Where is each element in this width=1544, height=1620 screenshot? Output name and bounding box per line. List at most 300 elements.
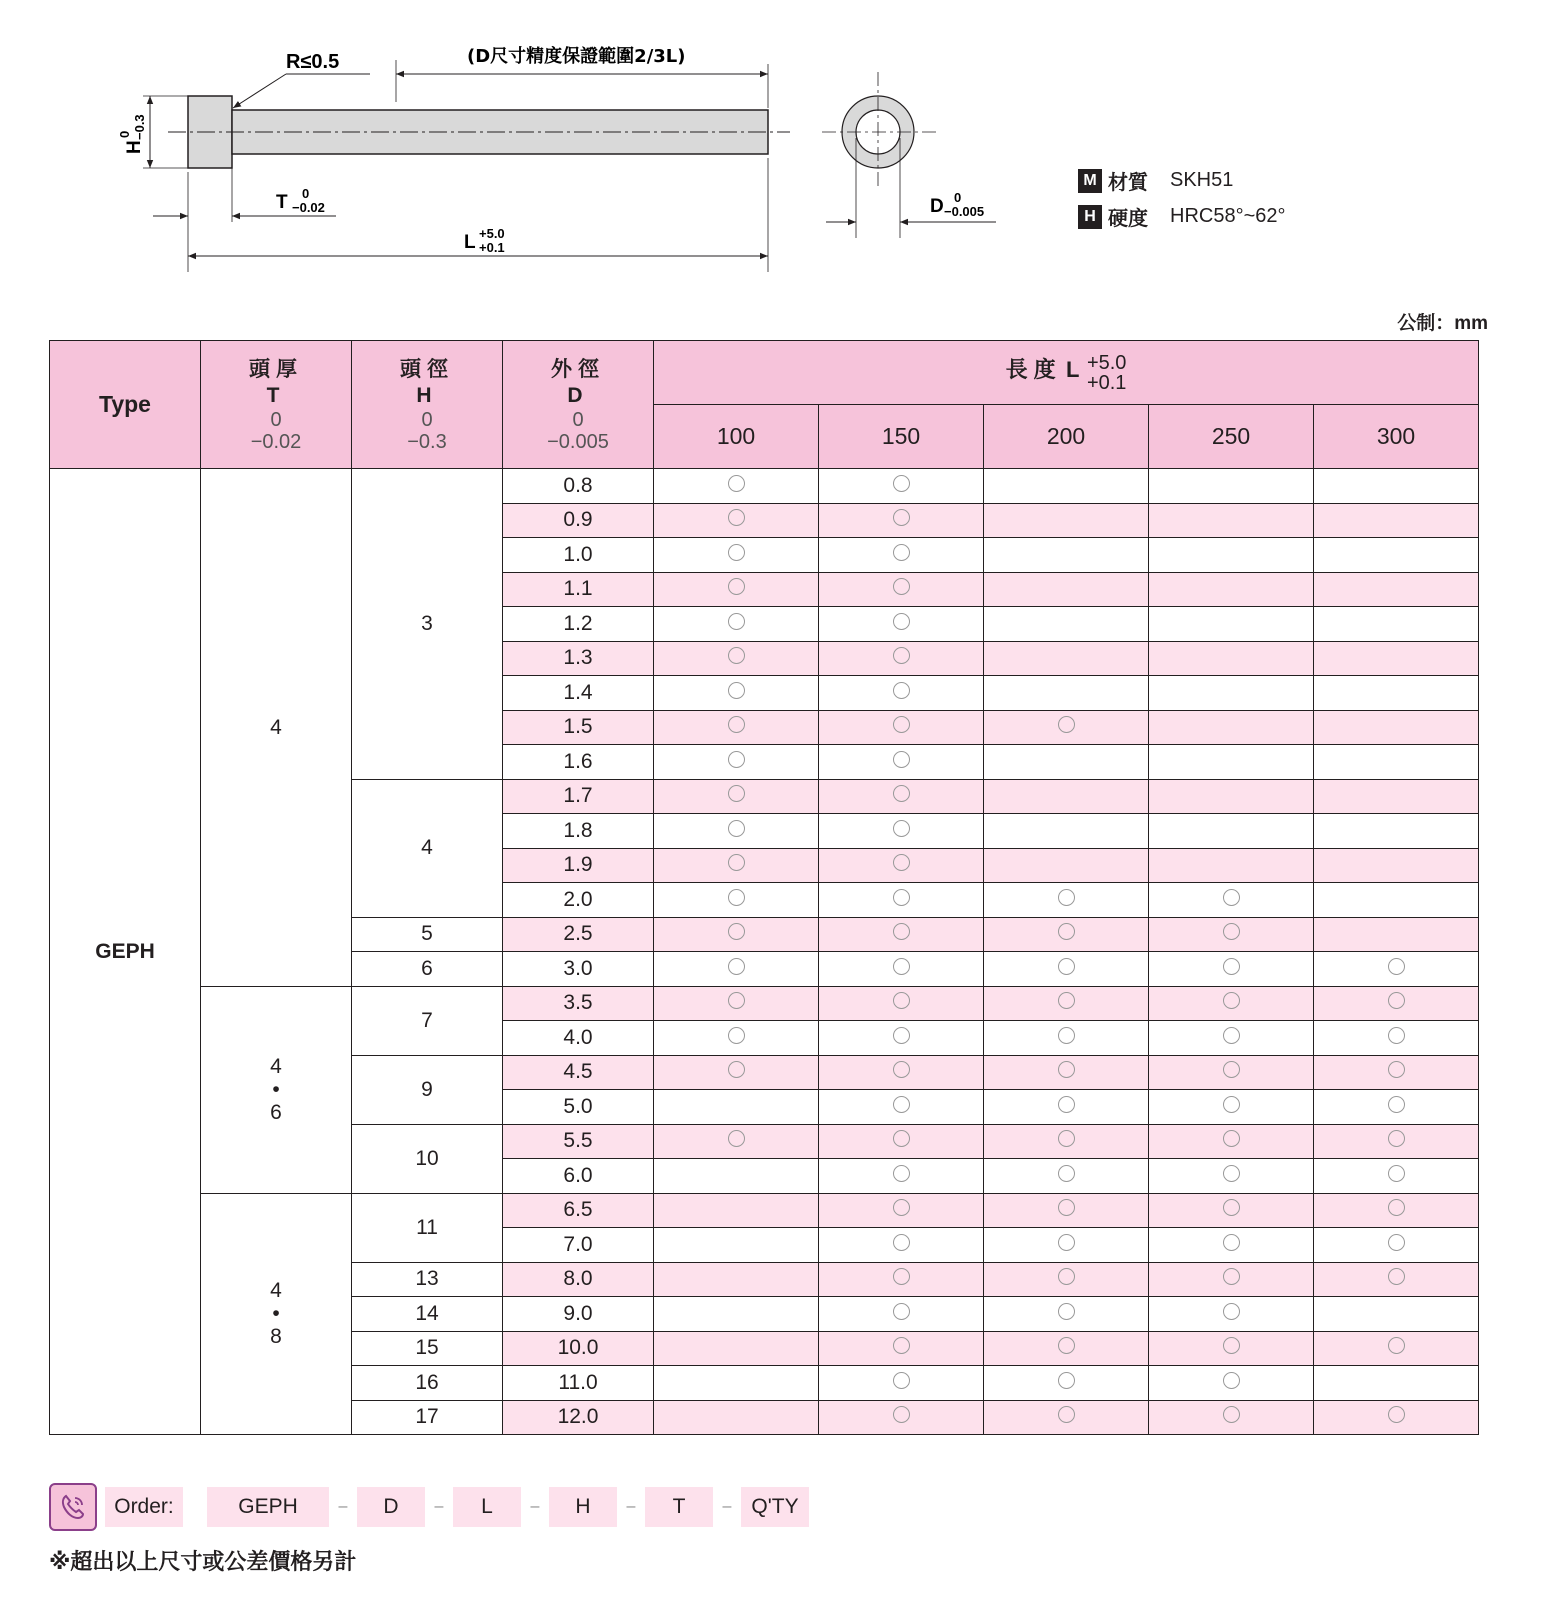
availability-cell-200 — [984, 1228, 1149, 1263]
available-circle-icon — [728, 751, 745, 768]
available-circle-icon — [893, 613, 910, 630]
availability-cell-100 — [654, 469, 819, 504]
available-circle-icon — [1223, 1130, 1240, 1147]
material-icon: M — [1078, 169, 1102, 193]
phone-icon — [49, 1483, 97, 1531]
table-row — [50, 469, 1479, 504]
order-separator: – — [722, 1498, 732, 1515]
head-diameter-cell: 5 — [352, 917, 503, 952]
available-circle-icon — [893, 1234, 910, 1251]
head-diameter-cell: 3 — [352, 469, 503, 780]
d-dim-tol-lower: −0.005 — [944, 204, 985, 219]
pin-technical-drawing — [0, 0, 1544, 300]
availability-cell-250 — [1149, 779, 1314, 814]
length-col-100: 100 — [654, 405, 819, 469]
t-header-title: 頭厚 — [249, 357, 303, 381]
hardness-icon: H — [1078, 205, 1102, 229]
spec-table — [49, 340, 1479, 1435]
available-circle-icon — [728, 716, 745, 733]
material-label: 材質 — [1108, 172, 1148, 194]
availability-cell-250 — [1149, 641, 1314, 676]
available-circle-icon — [893, 1268, 910, 1285]
outer-diameter-cell: 1.3 — [503, 641, 654, 676]
length-col-300: 300 — [1314, 405, 1479, 469]
availability-cell-150 — [819, 986, 984, 1021]
availability-cell-250 — [1149, 538, 1314, 573]
available-circle-icon — [893, 1027, 910, 1044]
outer-diameter-cell: 1.7 — [503, 779, 654, 814]
order-separator: – — [338, 1498, 348, 1515]
availability-cell-250 — [1149, 986, 1314, 1021]
availability-cell-150 — [819, 538, 984, 573]
available-circle-icon — [1388, 1268, 1405, 1285]
availability-cell-150 — [819, 641, 984, 676]
available-circle-icon — [1058, 1130, 1075, 1147]
outer-diameter-cell: 5.0 — [503, 1090, 654, 1125]
head-diameter-cell: 14 — [352, 1297, 503, 1332]
availability-cell-100 — [654, 814, 819, 849]
available-circle-icon — [728, 509, 745, 526]
availability-cell-200 — [984, 1366, 1149, 1401]
availability-cell-200 — [984, 1193, 1149, 1228]
order-field-h: H — [549, 1487, 617, 1527]
head-diameter-cell: 13 — [352, 1262, 503, 1297]
outer-diameter-cell: 4.5 — [503, 1055, 654, 1090]
availability-cell-150 — [819, 883, 984, 918]
h-header-sym: H — [416, 383, 438, 407]
available-circle-icon — [1388, 1406, 1405, 1423]
outer-diameter-cell: 3.5 — [503, 986, 654, 1021]
availability-cell-200 — [984, 917, 1149, 952]
head-thickness-cell: 4 • 8 — [201, 1193, 352, 1435]
availability-cell-100 — [654, 1228, 819, 1263]
h-dim-label: H — [124, 140, 145, 154]
outer-diameter-cell: 1.5 — [503, 710, 654, 745]
h-dim-tol-upper: 0 — [117, 130, 132, 138]
availability-cell-250 — [1149, 745, 1314, 780]
availability-cell-200 — [984, 779, 1149, 814]
availability-cell-300 — [1314, 814, 1479, 849]
outer-diameter-cell: 1.0 — [503, 538, 654, 573]
availability-cell-200 — [984, 1159, 1149, 1194]
available-circle-icon — [893, 509, 910, 526]
available-circle-icon — [893, 992, 910, 1009]
availability-cell-150 — [819, 469, 984, 504]
head-diameter-cell: 10 — [352, 1124, 503, 1193]
unit-note: 公制：mm — [1397, 313, 1488, 334]
outer-diameter-cell: 12.0 — [503, 1400, 654, 1435]
head-diameter-cell: 6 — [352, 952, 503, 987]
availability-cell-250 — [1149, 917, 1314, 952]
footnote: ※超出以上尺寸或公差價格另計 — [49, 1549, 357, 1574]
order-separator: – — [530, 1498, 540, 1515]
outer-diameter-cell: 1.1 — [503, 572, 654, 607]
material-spec — [1078, 166, 1233, 195]
availability-cell-100 — [654, 848, 819, 883]
head-diameter-cell: 16 — [352, 1366, 503, 1401]
d-header-title: 外徑 — [551, 357, 605, 381]
availability-cell-150 — [819, 745, 984, 780]
available-circle-icon — [1058, 1027, 1075, 1044]
availability-cell-100 — [654, 1090, 819, 1125]
d-header-tol-lower: −0.005 — [547, 430, 609, 453]
head-diameter-cell: 7 — [352, 986, 503, 1055]
availability-cell-150 — [819, 814, 984, 849]
availability-cell-250 — [1149, 676, 1314, 711]
available-circle-icon — [893, 475, 910, 492]
outer-diameter-cell: 6.0 — [503, 1159, 654, 1194]
availability-cell-200 — [984, 986, 1149, 1021]
available-circle-icon — [1388, 1234, 1405, 1251]
available-circle-icon — [728, 820, 745, 837]
availability-cell-250 — [1149, 1193, 1314, 1228]
available-circle-icon — [1388, 1199, 1405, 1216]
availability-cell-300 — [1314, 1159, 1479, 1194]
availability-cell-300 — [1314, 883, 1479, 918]
outer-diameter-cell: 3.0 — [503, 952, 654, 987]
h-header — [352, 341, 503, 469]
availability-cell-150 — [819, 572, 984, 607]
availability-cell-150 — [819, 779, 984, 814]
availability-cell-300 — [1314, 676, 1479, 711]
availability-cell-300 — [1314, 1297, 1479, 1332]
available-circle-icon — [1223, 1372, 1240, 1389]
available-circle-icon — [1223, 1303, 1240, 1320]
t-dim-label: T — [276, 192, 288, 213]
availability-cell-300 — [1314, 572, 1479, 607]
availability-cell-100 — [654, 1055, 819, 1090]
outer-diameter-cell: 8.0 — [503, 1262, 654, 1297]
available-circle-icon — [1223, 923, 1240, 940]
availability-cell-150 — [819, 710, 984, 745]
available-circle-icon — [728, 1130, 745, 1147]
table-row — [50, 1193, 1479, 1228]
radius-label: R≤0.5 — [286, 51, 340, 73]
availability-cell-150 — [819, 1297, 984, 1332]
availability-cell-150 — [819, 952, 984, 987]
availability-cell-300 — [1314, 538, 1479, 573]
availability-cell-100 — [654, 986, 819, 1021]
outer-diameter-cell: 10.0 — [503, 1331, 654, 1366]
availability-cell-100 — [654, 607, 819, 642]
availability-cell-100 — [654, 883, 819, 918]
available-circle-icon — [1388, 1337, 1405, 1354]
availability-cell-200 — [984, 1331, 1149, 1366]
availability-cell-150 — [819, 1124, 984, 1159]
outer-diameter-cell: 5.5 — [503, 1124, 654, 1159]
h-header-tol-upper: 0 — [421, 408, 433, 431]
outer-diameter-cell: 0.8 — [503, 469, 654, 504]
available-circle-icon — [1058, 923, 1075, 940]
h-header-tol-lower: −0.3 — [407, 430, 447, 453]
t-header — [201, 341, 352, 469]
length-col-250: 250 — [1149, 405, 1314, 469]
available-circle-icon — [728, 785, 745, 802]
availability-cell-200 — [984, 641, 1149, 676]
availability-cell-200 — [984, 1090, 1149, 1125]
availability-cell-100 — [654, 676, 819, 711]
availability-cell-150 — [819, 1021, 984, 1056]
outer-diameter-cell: 1.8 — [503, 814, 654, 849]
availability-cell-300 — [1314, 917, 1479, 952]
available-circle-icon — [728, 1061, 745, 1078]
availability-cell-300 — [1314, 779, 1479, 814]
available-circle-icon — [728, 923, 745, 940]
availability-cell-300 — [1314, 1228, 1479, 1263]
head-thickness-cell: 4 • 6 — [201, 986, 352, 1193]
availability-cell-250 — [1149, 1262, 1314, 1297]
availability-cell-150 — [819, 1228, 984, 1263]
available-circle-icon — [1058, 1303, 1075, 1320]
availability-cell-100 — [654, 952, 819, 987]
available-circle-icon — [893, 544, 910, 561]
available-circle-icon — [893, 1165, 910, 1182]
available-circle-icon — [1388, 1096, 1405, 1113]
available-circle-icon — [1058, 1234, 1075, 1251]
available-circle-icon — [1058, 1199, 1075, 1216]
available-circle-icon — [1223, 992, 1240, 1009]
order-field-t: T — [645, 1487, 713, 1527]
h-dim-tol-lower: −0.3 — [132, 114, 147, 140]
availability-cell-200 — [984, 710, 1149, 745]
d-header-tol-upper: 0 — [572, 408, 584, 431]
available-circle-icon — [1058, 1165, 1075, 1182]
available-circle-icon — [893, 1130, 910, 1147]
t-header-tol-upper: 0 — [270, 408, 282, 431]
available-circle-icon — [728, 1027, 745, 1044]
available-circle-icon — [1223, 1337, 1240, 1354]
outer-diameter-cell: 0.9 — [503, 503, 654, 538]
availability-cell-300 — [1314, 1021, 1479, 1056]
length-tol-lower: +0.1 — [1086, 371, 1127, 394]
precision-range-label: (D尺寸精度保證範圍2/3L) — [467, 46, 686, 67]
availability-cell-200 — [984, 883, 1149, 918]
availability-cell-250 — [1149, 952, 1314, 987]
available-circle-icon — [893, 854, 910, 871]
availability-cell-300 — [1314, 641, 1479, 676]
available-circle-icon — [1058, 958, 1075, 975]
availability-cell-250 — [1149, 1021, 1314, 1056]
order-label: Order: — [105, 1487, 183, 1527]
availability-cell-250 — [1149, 1366, 1314, 1401]
available-circle-icon — [1388, 958, 1405, 975]
l-dim-tol-upper: +5.0 — [479, 226, 505, 241]
availability-cell-300 — [1314, 1400, 1479, 1435]
availability-cell-300 — [1314, 952, 1479, 987]
availability-cell-250 — [1149, 1400, 1314, 1435]
availability-cell-300 — [1314, 1331, 1479, 1366]
available-circle-icon — [1223, 1406, 1240, 1423]
availability-cell-300 — [1314, 503, 1479, 538]
availability-cell-100 — [654, 779, 819, 814]
h-header-title: 頭徑 — [400, 357, 454, 381]
availability-cell-250 — [1149, 848, 1314, 883]
outer-diameter-cell: 1.4 — [503, 676, 654, 711]
available-circle-icon — [893, 889, 910, 906]
available-circle-icon — [893, 682, 910, 699]
availability-cell-150 — [819, 848, 984, 883]
order-field-type: GEPH — [207, 1487, 329, 1527]
availability-cell-200 — [984, 572, 1149, 607]
available-circle-icon — [1058, 716, 1075, 733]
availability-cell-250 — [1149, 710, 1314, 745]
head-thickness-cell: 4 — [201, 469, 352, 987]
available-circle-icon — [893, 923, 910, 940]
availability-cell-250 — [1149, 1159, 1314, 1194]
availability-cell-200 — [984, 1021, 1149, 1056]
available-circle-icon — [893, 1372, 910, 1389]
outer-diameter-cell: 2.0 — [503, 883, 654, 918]
hardness-label: 硬度 — [1108, 208, 1148, 230]
type-header: Type — [50, 341, 201, 469]
outer-diameter-cell: 6.5 — [503, 1193, 654, 1228]
outer-diameter-cell: 9.0 — [503, 1297, 654, 1332]
availability-cell-300 — [1314, 1193, 1479, 1228]
availability-cell-100 — [654, 538, 819, 573]
hardness-value: HRC58°~62° — [1170, 205, 1286, 227]
availability-cell-200 — [984, 814, 1149, 849]
hardness-spec — [1078, 202, 1286, 231]
availability-cell-150 — [819, 917, 984, 952]
available-circle-icon — [1388, 1165, 1405, 1182]
d-dim-label: D — [930, 196, 944, 217]
availability-cell-250 — [1149, 1090, 1314, 1125]
availability-cell-250 — [1149, 814, 1314, 849]
available-circle-icon — [1388, 1061, 1405, 1078]
outer-diameter-cell: 1.2 — [503, 607, 654, 642]
d-header — [503, 341, 654, 469]
availability-cell-100 — [654, 1124, 819, 1159]
available-circle-icon — [893, 958, 910, 975]
t-dim-tol-upper: 0 — [302, 186, 310, 201]
availability-cell-250 — [1149, 607, 1314, 642]
length-col-150: 150 — [819, 405, 984, 469]
available-circle-icon — [893, 1337, 910, 1354]
available-circle-icon — [893, 751, 910, 768]
spec-table-body — [50, 469, 1479, 1435]
availability-cell-150 — [819, 676, 984, 711]
availability-cell-100 — [654, 1021, 819, 1056]
available-circle-icon — [1223, 1165, 1240, 1182]
available-circle-icon — [1058, 992, 1075, 1009]
availability-cell-300 — [1314, 469, 1479, 504]
availability-cell-150 — [819, 1331, 984, 1366]
availability-cell-200 — [984, 503, 1149, 538]
availability-cell-300 — [1314, 607, 1479, 642]
availability-cell-200 — [984, 607, 1149, 642]
availability-cell-100 — [654, 745, 819, 780]
length-header — [654, 341, 1479, 405]
d-header-sym: D — [567, 383, 589, 407]
l-dim-label: L — [464, 232, 476, 253]
type-cell: GEPH — [50, 469, 201, 1435]
availability-cell-200 — [984, 1400, 1149, 1435]
availability-cell-200 — [984, 952, 1149, 987]
available-circle-icon — [1223, 1096, 1240, 1113]
availability-cell-250 — [1149, 469, 1314, 504]
availability-cell-300 — [1314, 1055, 1479, 1090]
availability-cell-250 — [1149, 1055, 1314, 1090]
length-col-200: 200 — [984, 405, 1149, 469]
availability-cell-200 — [984, 745, 1149, 780]
outer-diameter-cell: 1.6 — [503, 745, 654, 780]
availability-cell-300 — [1314, 1090, 1479, 1125]
availability-cell-150 — [819, 503, 984, 538]
outer-diameter-cell: 4.0 — [503, 1021, 654, 1056]
length-header-title: 長度 — [1005, 356, 1062, 382]
availability-cell-250 — [1149, 1331, 1314, 1366]
head-diameter-cell: 15 — [352, 1331, 503, 1366]
availability-cell-250 — [1149, 883, 1314, 918]
available-circle-icon — [1388, 992, 1405, 1009]
head-diameter-cell: 17 — [352, 1400, 503, 1435]
length-tol-upper: +5.0 — [1086, 351, 1127, 374]
available-circle-icon — [1058, 1268, 1075, 1285]
available-circle-icon — [1058, 1061, 1075, 1078]
head-diameter-cell: 11 — [352, 1193, 503, 1262]
availability-cell-200 — [984, 1297, 1149, 1332]
order-separator: – — [434, 1498, 444, 1515]
head-diameter-cell: 4 — [352, 779, 503, 917]
availability-cell-100 — [654, 1193, 819, 1228]
available-circle-icon — [1058, 889, 1075, 906]
availability-cell-150 — [819, 1159, 984, 1194]
availability-cell-300 — [1314, 986, 1479, 1021]
availability-cell-250 — [1149, 503, 1314, 538]
outer-diameter-cell: 1.9 — [503, 848, 654, 883]
availability-cell-300 — [1314, 1124, 1479, 1159]
available-circle-icon — [1223, 1234, 1240, 1251]
availability-cell-100 — [654, 1331, 819, 1366]
available-circle-icon — [728, 992, 745, 1009]
availability-cell-100 — [654, 1297, 819, 1332]
available-circle-icon — [728, 958, 745, 975]
availability-cell-250 — [1149, 1297, 1314, 1332]
availability-cell-300 — [1314, 848, 1479, 883]
available-circle-icon — [728, 854, 745, 871]
available-circle-icon — [893, 1406, 910, 1423]
order-field-qty: Q'TY — [741, 1487, 809, 1527]
available-circle-icon — [893, 1096, 910, 1113]
available-circle-icon — [1388, 1130, 1405, 1147]
availability-cell-250 — [1149, 572, 1314, 607]
order-field-d: D — [357, 1487, 425, 1527]
t-header-tol-lower: −0.02 — [250, 430, 302, 453]
available-circle-icon — [893, 647, 910, 664]
availability-cell-250 — [1149, 1228, 1314, 1263]
material-value: SKH51 — [1170, 169, 1234, 191]
availability-cell-100 — [654, 1159, 819, 1194]
available-circle-icon — [1223, 1199, 1240, 1216]
available-circle-icon — [728, 578, 745, 595]
availability-cell-150 — [819, 1193, 984, 1228]
outer-diameter-cell: 11.0 — [503, 1366, 654, 1401]
available-circle-icon — [1388, 1027, 1405, 1044]
available-circle-icon — [728, 475, 745, 492]
availability-cell-200 — [984, 538, 1149, 573]
table-row — [50, 986, 1479, 1021]
availability-cell-200 — [984, 1055, 1149, 1090]
availability-cell-100 — [654, 503, 819, 538]
availability-cell-150 — [819, 1262, 984, 1297]
availability-cell-100 — [654, 917, 819, 952]
available-circle-icon — [1058, 1096, 1075, 1113]
head-diameter-cell: 9 — [352, 1055, 503, 1124]
available-circle-icon — [1058, 1406, 1075, 1423]
available-circle-icon — [893, 820, 910, 837]
available-circle-icon — [728, 613, 745, 630]
availability-cell-100 — [654, 710, 819, 745]
